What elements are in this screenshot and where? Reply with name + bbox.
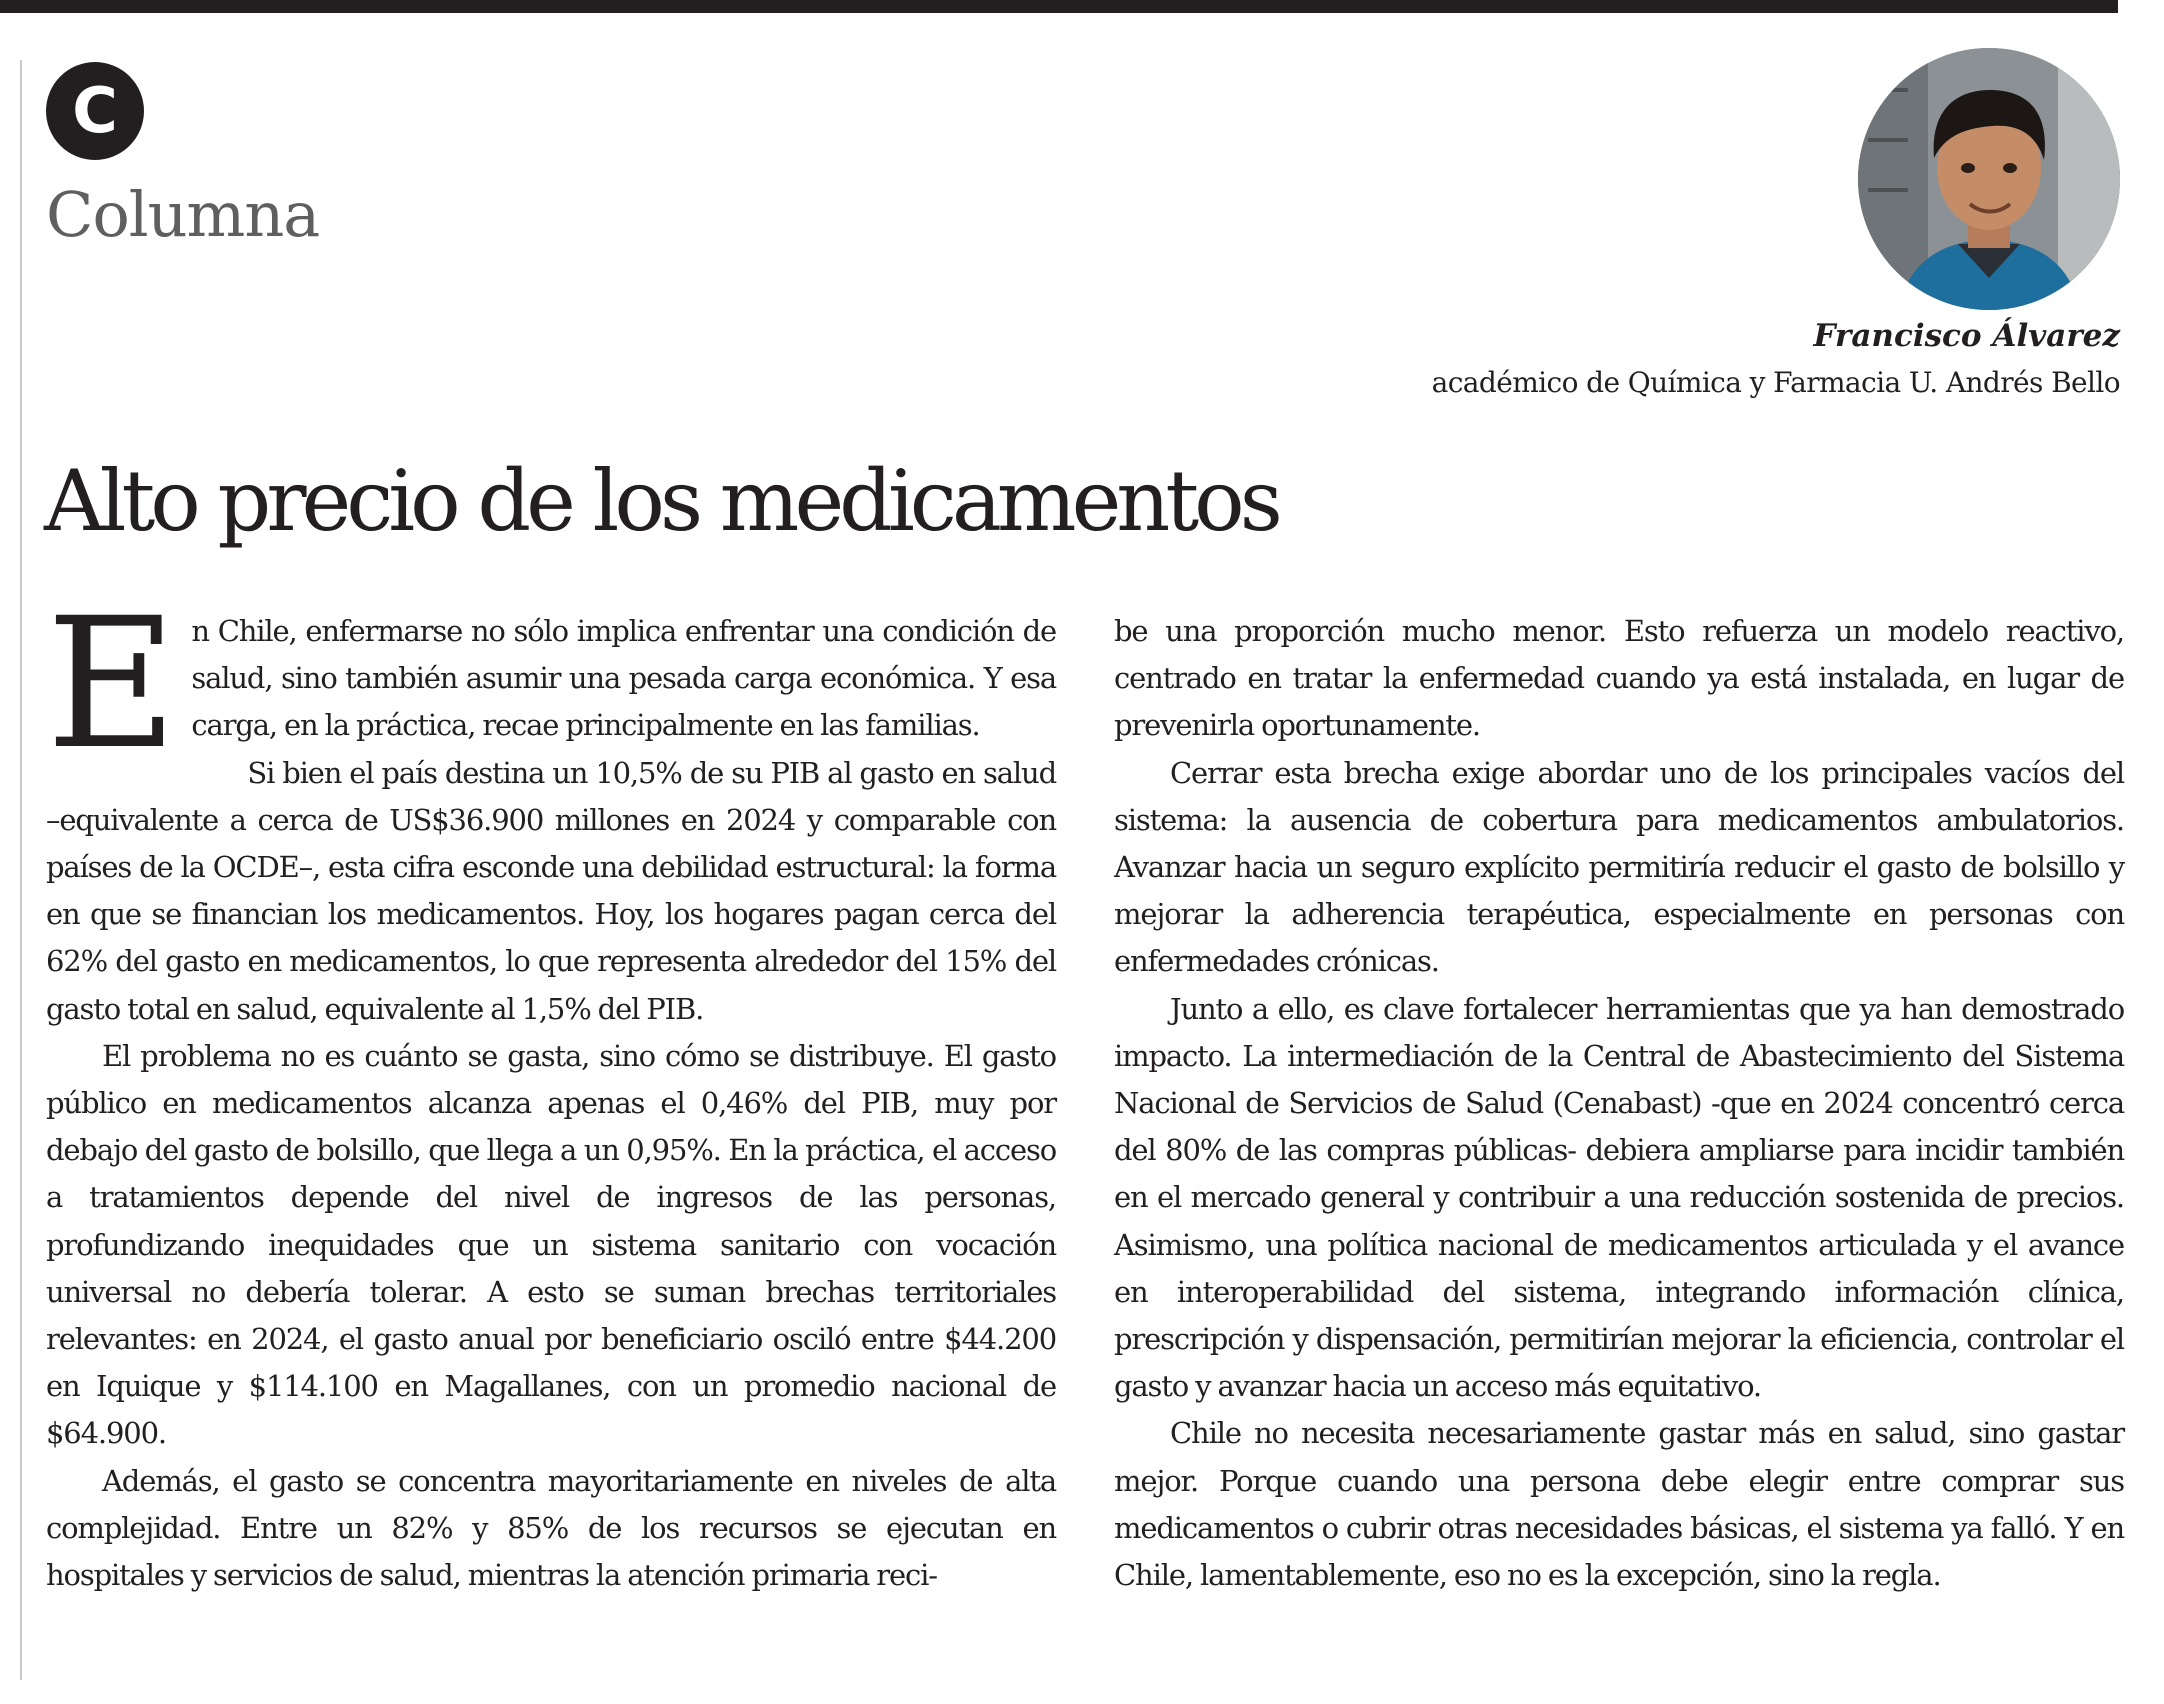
author-name: Francisco Álvarez (1813, 318, 2120, 354)
article-paragraph: Chile no necesita necesariamente gastar más en salud, sino gastar mejor. Porque cuando una persona debe elegir entre comprar sus medicamentos o cubrir otras necesidades básicas, el sistema ya falló. Y en Chile, lamentablemente, eso no es la excepción, sino la regla. (1114, 1416, 2124, 1593)
section-badge: C (46, 62, 144, 160)
section-label: Columna (46, 178, 320, 251)
article-column-left (46, 580, 1056, 1599)
author-portrait-icon (1858, 48, 2120, 310)
left-margin-rule (20, 60, 22, 1680)
article-paragraph (46, 580, 1056, 789)
headline: Alto precio de los medicamentos (44, 452, 1278, 550)
article-paragraph: El problema no es cuánto se gasta, sino cómo se distribuye. El gasto público en medicamentos alcanza apenas el 0,46% del PIB, muy por debajo del gasto de bolsillo, que llega a un 0,95%. En la práctica, el acceso a tratamientos depende del nivel de ingresos de las personas, profundizando inequidades que un sistema sanitario con vocación universal no debería tolerar. A esto se suman brechas territoriales relevantes: en 2024, el gasto anual por beneficiario osciló entre $44.200 en Iquique y $114.100 en Magallanes, con un promedio nacional de $64.900. (46, 1038, 1056, 1451)
paragraph-text: n Chile, enfermarse no sólo implica enfrentar una condición de salud, sino también asumir una pesada carga económica. Y esa carga, en la práctica, recae principalmente en las familias. (191, 614, 1056, 743)
article-column-right (1114, 608, 2124, 1599)
author-role: académico de Química y Farmacia U. Andrés Bello (1431, 366, 2120, 399)
article-paragraph: Cerrar esta brecha exige abordar uno de los principales vacíos del sistema: la ausencia de cobertura para medicamentos ambulatorios. Avanzar hacia un seguro explícito permitiría reducir el gasto de bolsillo y mejorar la adherencia terapéutica, especialmente en personas con enfermedades crónicas. (1114, 755, 2124, 979)
article-paragraph: Si bien el país destina un 10,5% de su PIB al gasto en salud –equivalente a cerca de US$36.900 millones en 2024 y comparable con países de la OCDE–, esta cifra esconde una debilidad estructural: la forma en que se financian los medicamentos. Hoy, los hogares pagan cerca del 62% del gasto en medicamentos, lo que representa alrededor del 15% del gasto total en salud, equivalente al 1,5% del PIB. (46, 755, 1056, 1026)
article-paragraph: Además, el gasto se concentra mayoritariamente en niveles de alta complejidad. Entre un 82% y 85% de los recursos se ejecutan en hospitales y servicios de salud, mientras la atención primaria reci- (46, 1463, 1056, 1593)
article-paragraph: Junto a ello, es clave fortalecer herramientas que ya han demostrado impacto. La intermediación de la Central de Abastecimiento del Sistema Nacional de Servicios de Salud (Cenabast) -que en 2024 concentró cerca del 80% de las compras públicas- debiera ampliarse para incidir también en el mercado general y contribuir a una reducción sostenida de precios. Asimismo, una política nacional de medicamentos articulada y el avance en interoperabilidad del sistema, integrando información clínica, prescripción y dispensación, permitirían mejorar la eficiencia, controlar el gasto y avanzar hacia un acceso más equitativo. (1114, 991, 2124, 1404)
article-paragraph: be una proporción mucho menor. Esto refuerza un modelo reactivo, centrado en tratar la enfermedad cuando ya está instalada, en lugar de prevenirla oportunamente. (1114, 614, 2124, 743)
top-rule (0, 0, 2118, 13)
author-photo (1858, 48, 2120, 310)
drop-cap: E (46, 580, 178, 789)
